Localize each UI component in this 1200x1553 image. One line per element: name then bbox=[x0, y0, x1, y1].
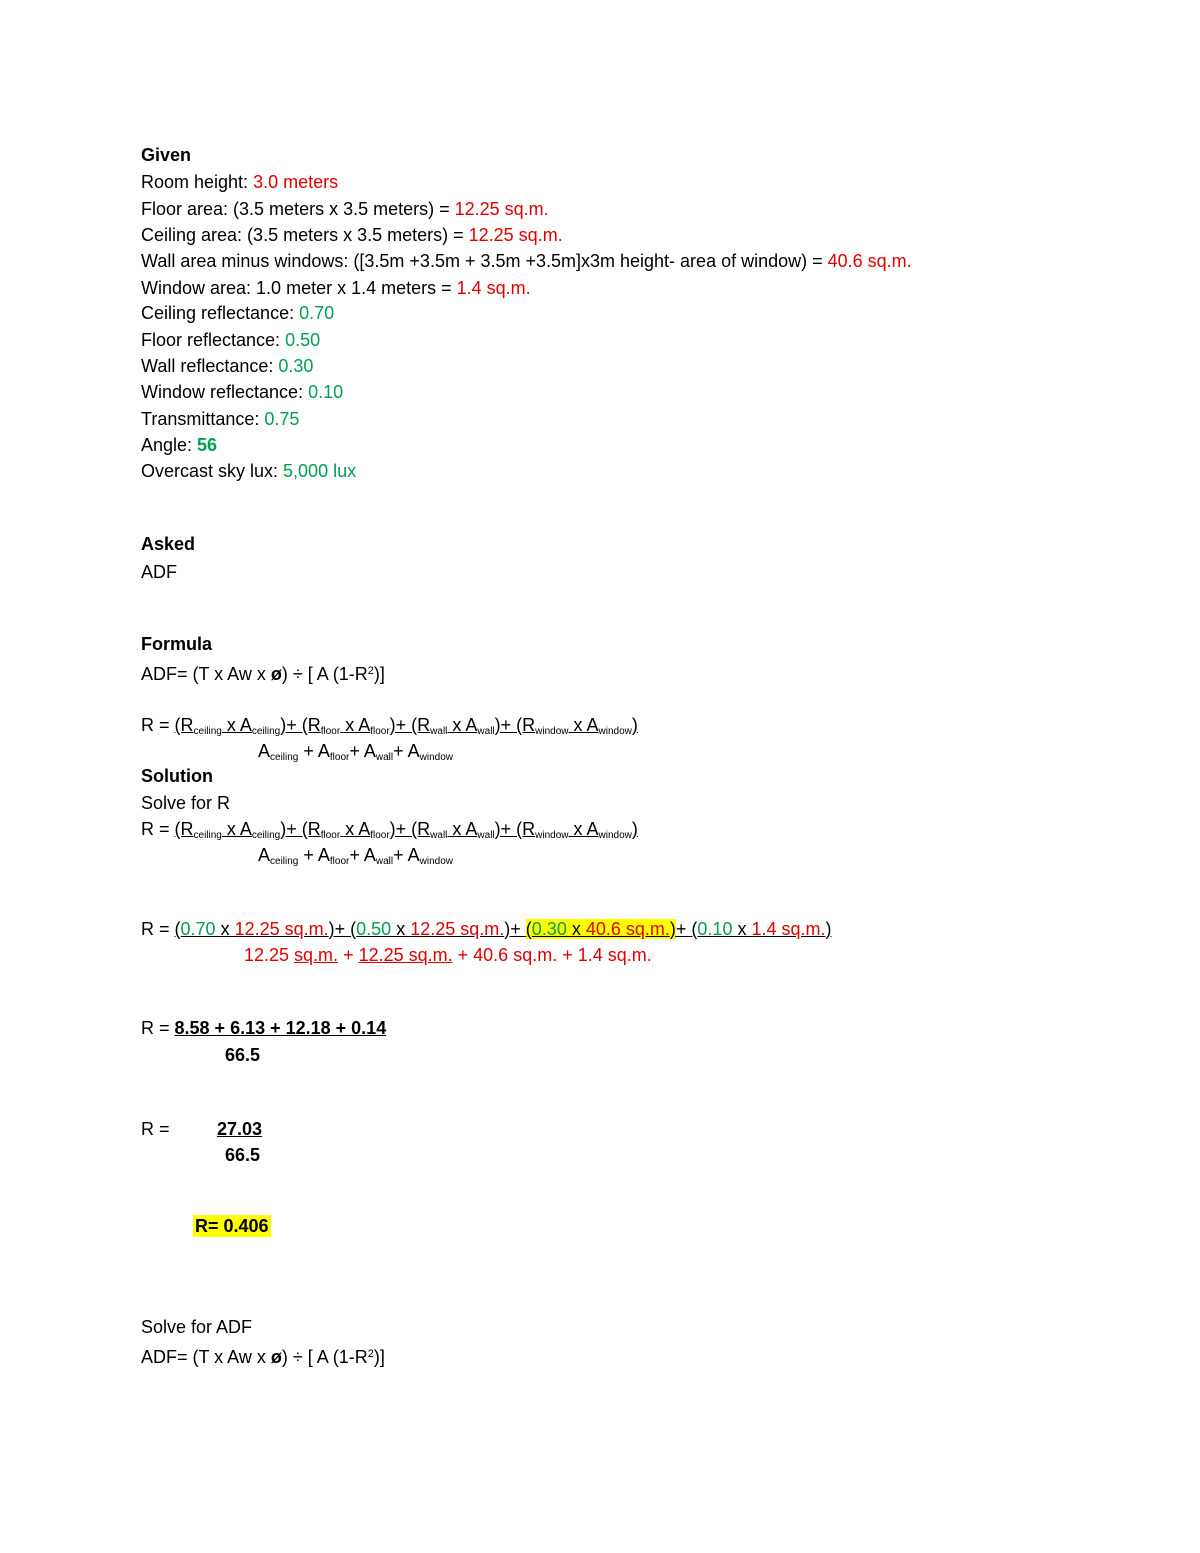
angle-line bbox=[141, 434, 217, 456]
t: + A bbox=[349, 741, 376, 761]
t: ) bbox=[631, 715, 638, 735]
window-reflectance-value: 0.10 bbox=[697, 919, 733, 939]
t: x A bbox=[447, 715, 478, 735]
t: x A bbox=[568, 819, 599, 839]
t: )+ (R bbox=[494, 715, 536, 735]
r-prefix: R = bbox=[141, 1018, 175, 1038]
r-step2-numerator bbox=[141, 1017, 386, 1039]
text: ADF= (T x Aw x bbox=[141, 664, 271, 684]
t: 12.25 sq.m. bbox=[358, 945, 453, 965]
t: wall bbox=[375, 856, 394, 867]
t: x A bbox=[340, 715, 371, 735]
t: x A bbox=[221, 819, 252, 839]
t: window bbox=[598, 830, 632, 841]
t: )+ (R bbox=[494, 819, 536, 839]
r-formula-numerator bbox=[141, 714, 638, 743]
t: (R bbox=[174, 819, 194, 839]
t: + bbox=[338, 945, 359, 965]
t: )+ (R bbox=[389, 715, 431, 735]
t: + A bbox=[393, 845, 420, 865]
floor-reflectance-line bbox=[141, 329, 320, 351]
value: 40.6 sq.m. bbox=[827, 251, 912, 271]
t: ceiling bbox=[270, 856, 299, 867]
numerator-text: 8.58 + 6.13 + 12.18 + 0.14 bbox=[174, 1018, 387, 1038]
label: Room height: bbox=[141, 172, 254, 192]
t: A bbox=[258, 845, 271, 865]
label: Wall reflectance: bbox=[141, 356, 279, 376]
t: + A bbox=[393, 741, 420, 761]
t: wall bbox=[477, 830, 495, 841]
r-formula-denominator-2 bbox=[258, 844, 453, 873]
t: floor bbox=[370, 830, 390, 841]
t: wall bbox=[477, 726, 495, 737]
r-result: R= 0.406 bbox=[195, 1216, 269, 1236]
t: ceiling bbox=[270, 752, 299, 763]
text: )] bbox=[373, 1347, 385, 1367]
t: ceiling bbox=[251, 830, 281, 841]
numerator-text bbox=[175, 919, 832, 939]
t: x bbox=[732, 919, 752, 939]
t: window bbox=[419, 752, 454, 763]
given-heading: Given bbox=[141, 145, 192, 165]
room-height-line bbox=[141, 171, 338, 193]
t: )+ bbox=[504, 919, 526, 939]
label: Floor area: (3.5 meters x 3.5 meters) = bbox=[141, 199, 455, 219]
numerator-text bbox=[175, 819, 638, 839]
value: 1.4 sq.m. bbox=[456, 278, 531, 298]
solve-adf-label: Solve for ADF bbox=[141, 1317, 253, 1337]
wall-area-value: 40.6 sq.m. bbox=[585, 919, 670, 939]
value: 12.25 sq.m. bbox=[468, 225, 563, 245]
r-prefix: R = bbox=[141, 919, 175, 939]
text: ) ÷ [ A (1-R bbox=[281, 664, 368, 684]
t: floor bbox=[320, 726, 341, 737]
adf-formula-2 bbox=[141, 1343, 385, 1368]
numerator-text bbox=[175, 715, 638, 735]
solve-r-label: Solve for R bbox=[141, 793, 231, 813]
r-substitution-numerator bbox=[141, 918, 832, 940]
t: sq.m. bbox=[294, 945, 339, 965]
label: Window area: 1.0 meter x 1.4 meters = bbox=[141, 278, 457, 298]
r-step2-denominator: 66.5 bbox=[225, 1045, 261, 1065]
value: 3.0 meters bbox=[253, 172, 339, 192]
t: + 40.6 sq.m. + 1.4 sq.m. bbox=[452, 945, 652, 965]
ceiling-area-value: 12.25 sq.m. bbox=[234, 919, 329, 939]
superscript: 2 bbox=[367, 1348, 374, 1360]
t: window bbox=[598, 726, 632, 737]
ceiling-area-line bbox=[141, 224, 563, 246]
label: Overcast sky lux: bbox=[141, 461, 284, 481]
value: 0.75 bbox=[264, 409, 300, 429]
ceiling-reflectance-value: 0.70 bbox=[180, 919, 216, 939]
label: Floor reflectance: bbox=[141, 330, 286, 350]
value: 12.25 sq.m. bbox=[454, 199, 549, 219]
t: 12.25 bbox=[244, 945, 295, 965]
t: + A bbox=[349, 845, 376, 865]
wall-reflectance-line bbox=[141, 355, 313, 377]
t: wall bbox=[375, 752, 394, 763]
value: 0.70 bbox=[299, 303, 335, 323]
t: x A bbox=[340, 819, 371, 839]
transmittance-line bbox=[141, 408, 299, 430]
r-prefix: R = bbox=[141, 715, 175, 735]
phi-symbol: ø bbox=[270, 664, 282, 684]
t: window bbox=[535, 830, 569, 841]
window-reflectance-line bbox=[141, 381, 343, 403]
t: ceiling bbox=[193, 726, 222, 737]
label: Transmittance: bbox=[141, 409, 265, 429]
label: Angle: bbox=[141, 435, 198, 455]
t: x bbox=[215, 919, 235, 939]
t: )+ (R bbox=[280, 819, 321, 839]
t: + A bbox=[298, 741, 330, 761]
text: ) ÷ [ A (1-R bbox=[281, 1347, 368, 1367]
t: )+ (R bbox=[389, 819, 431, 839]
ceiling-reflectance-line bbox=[141, 302, 334, 324]
value: 0.50 bbox=[285, 330, 321, 350]
t: window bbox=[419, 856, 454, 867]
floor-reflectance-value: 0.50 bbox=[356, 919, 392, 939]
adf-formula bbox=[141, 660, 385, 685]
t: ( bbox=[174, 919, 181, 939]
text: )] bbox=[373, 664, 385, 684]
value: 5,000 lux bbox=[283, 461, 357, 481]
solution-heading: Solution bbox=[141, 766, 213, 786]
t: + A bbox=[298, 845, 330, 865]
label: Wall area minus windows: ([3.5m +3.5m + 3.5m +3.5m]x3m height- area of window) = bbox=[141, 251, 828, 271]
r-step3-numerator: 27.03 bbox=[217, 1119, 263, 1139]
wall-reflectance-value: 0.30 bbox=[531, 919, 567, 939]
t: wall bbox=[430, 830, 448, 841]
value: 56 bbox=[197, 435, 218, 455]
t: floor bbox=[329, 752, 350, 763]
t: x A bbox=[221, 715, 252, 735]
t: ) bbox=[825, 919, 832, 939]
superscript: 2 bbox=[367, 665, 374, 677]
phi-symbol: ø bbox=[270, 1347, 282, 1367]
t: + ( bbox=[675, 919, 698, 939]
overcast-line bbox=[141, 460, 356, 482]
t: floor bbox=[329, 856, 350, 867]
asked-heading: Asked bbox=[141, 534, 196, 554]
value: 0.30 bbox=[278, 356, 314, 376]
t: ceiling bbox=[251, 726, 281, 737]
t: window bbox=[535, 726, 569, 737]
label: Ceiling area: (3.5 meters x 3.5 meters) = bbox=[141, 225, 469, 245]
r-formula-numerator-2 bbox=[141, 818, 638, 847]
r-step3-denominator: 66.5 bbox=[225, 1145, 261, 1165]
t: (R bbox=[174, 715, 194, 735]
r-prefix: R = bbox=[141, 819, 175, 839]
label: Window reflectance: bbox=[141, 382, 309, 402]
t: x bbox=[391, 919, 411, 939]
floor-area-line bbox=[141, 198, 549, 220]
highlighted-wall-term bbox=[526, 919, 676, 939]
t: )+ ( bbox=[328, 919, 357, 939]
r-step3-prefix: R = bbox=[141, 1119, 170, 1139]
t: ceiling bbox=[193, 830, 222, 841]
label: Ceiling reflectance: bbox=[141, 303, 300, 323]
t: x bbox=[566, 919, 586, 939]
t: floor bbox=[370, 726, 390, 737]
t: ) bbox=[669, 919, 676, 939]
t: x A bbox=[447, 819, 478, 839]
window-area-line bbox=[141, 277, 531, 299]
formula-heading: Formula bbox=[141, 634, 213, 654]
window-area-value: 1.4 sq.m. bbox=[751, 919, 826, 939]
r-formula-denominator bbox=[258, 740, 453, 769]
r-substitution-denominator bbox=[244, 944, 652, 966]
t: wall bbox=[430, 726, 448, 737]
t: x A bbox=[568, 715, 599, 735]
t: floor bbox=[320, 830, 341, 841]
t: ( bbox=[525, 919, 532, 939]
floor-area-value: 12.25 sq.m. bbox=[410, 919, 505, 939]
asked-value: ADF bbox=[141, 562, 177, 582]
t: A bbox=[258, 741, 271, 761]
value: 0.10 bbox=[308, 382, 344, 402]
text: ADF= (T x Aw x bbox=[141, 1347, 271, 1367]
wall-area-line bbox=[141, 250, 912, 272]
t: )+ (R bbox=[280, 715, 321, 735]
t: ) bbox=[631, 819, 638, 839]
